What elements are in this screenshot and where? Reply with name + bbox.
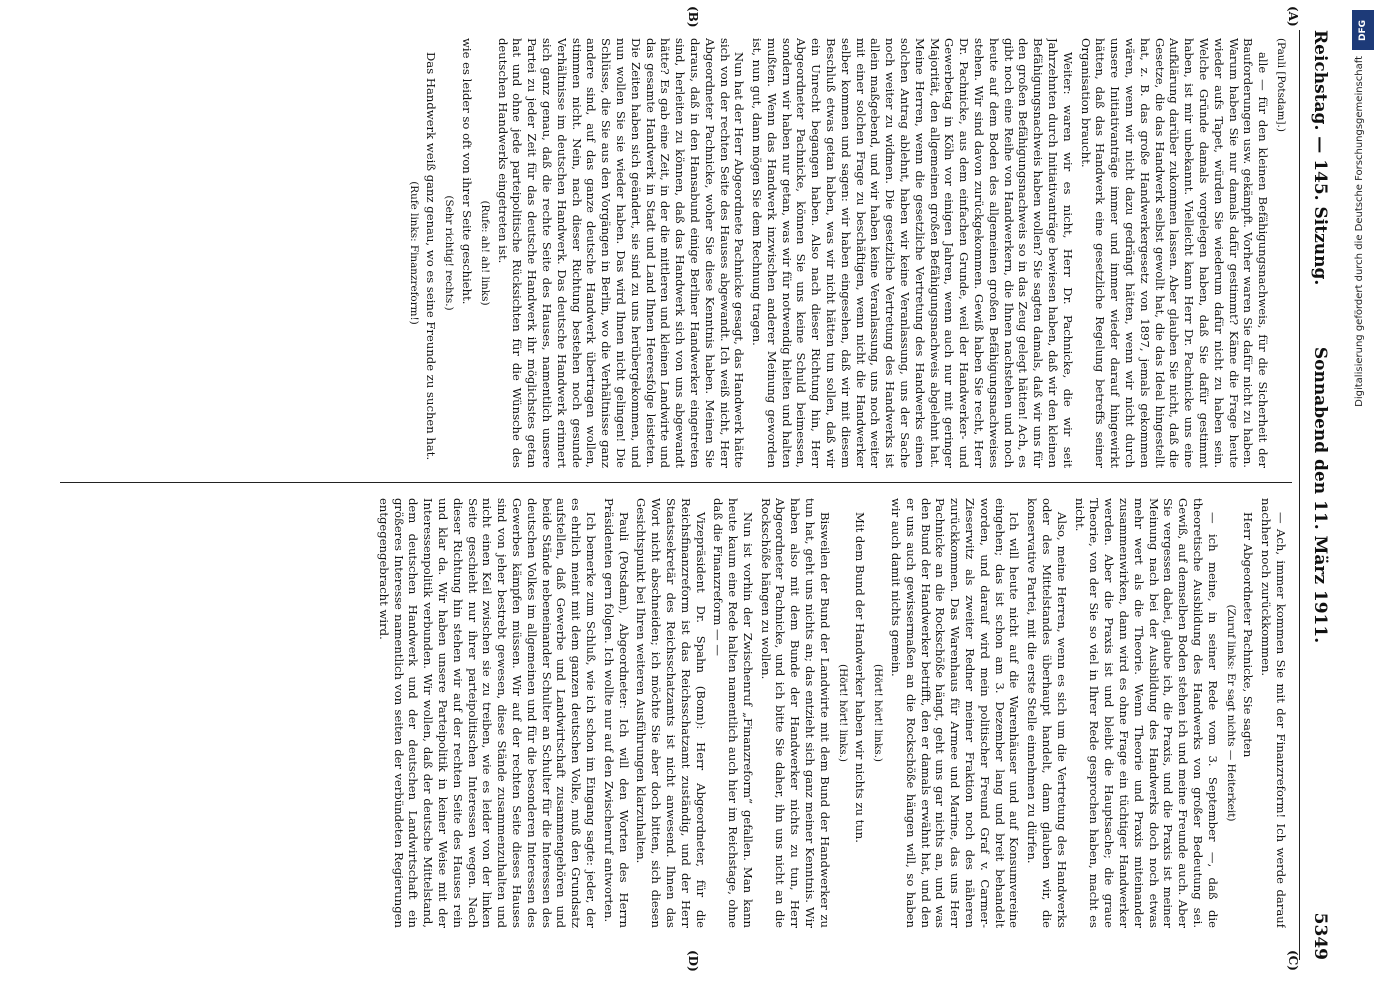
interjection: (Rufe: ah! ah! links) bbox=[478, 200, 491, 306]
page-header bbox=[1299, 30, 1340, 960]
paragraph: — ich meine, in seiner Rede vom 3. September —, daß die theoretische Ausbildung des Handwerks von großer Bedeutung sei. Gewiß, auf demselben Boden stehen ich und meine Freunde auch. Aber Sie vergessen dabei, glaube ich, die Praxis, und die Praxis ist meiner Meinung nach bei der Ausbildung des Handwerks doch noch etwas mehr wert als die Theorie. Wenn Theorie und Praxis miteinander zusammenwirken, dann wird es ohne Frage ein tüchtiger Handwerker werden. Aber die Praxis ist und bleibt die Hauptsache; die graue Theorie, von der Sie so viel in Ihrer Rede gesprochen haben, macht es nicht. bbox=[1072, 498, 1220, 928]
left-column bbox=[58, 38, 1288, 468]
interjection: (Hört! hört! links.) bbox=[872, 664, 885, 762]
paragraph: Nun hat der Herr Abgeordnete Pachnicke gesagt, das Handwerk hätte sich von der rechten Seite des Hauses abgewandt. Ich weiß nicht, Herr Abgeordneter Pachnicke, woher Sie diese Kenntnis haben. Meinen Sie daraus, daß in den Hansabund einige Berliner Handwerker eingetreten sind, herleiten zu können, daß das Handwerk sich von uns abgewandt hätte? Es gab eine Zeit, in der die mittleren und kleinen Landwirte und das gesamte Handwerk in Stadt und Land Ihnen Heeresfolge leisteten. Die Zeiten haben sich geändert, sie sind zu uns herübergekommen, und nun wollen Sie sie wieder haben. Das wird Ihnen nicht gelingen! Die Schlüsse, die Sie aus den Vorgängen in Berlin, wo die Verhältnisse ganz andere sind, auf das ganze deutsche Handwerk übertragen wollen, stimmen nicht. Nein, nach dieser Richtung bestehen noch gesunde Verhältnisse im deutschen Handwerk. Das deutsche Handwerk erinnert sich ganz genau, daß die rechte Seite des Hauses, namentlich unsere Partei zu jeder Zeit für das deutsche Handwerk ihr möglichstes getan hat und ohne jede parteipolitische Rücksichten für die Wünsche des deutschen Handwerks eingetreten ist. bbox=[495, 38, 747, 468]
margin-mark-b: (B) bbox=[686, 6, 700, 28]
right-column bbox=[58, 498, 1288, 928]
dfg-logo: DFG bbox=[1352, 10, 1374, 50]
margin-mark-c: (C) bbox=[1286, 950, 1300, 971]
paragraph: Ich bemerke zum Schluß, wie ich schon im Eingang sagte: jeder, der es ehrlich meint mit dem ganzen deutschen Volke, muß den Grundsatz aufstellen, daß Gewerbe und Landwirtschaft zusammengehören und beide Stände nebeneinander Schulter an Schulter für die Interessen des deutschen Volkes im allgemeinen und für die besonderen Interessen des Gewerbes kämpfen müssen. Wir auf der rechten Seite dieses Hauses sind von jeher bestrebt gewesen, diese Stände zusammenzuhalten und nicht einen Keil zwischen sie zu treiben, wie es leider von der linken Seite geschieht nur ihrer parteipolitischen Interessen wegen. Nach dieser Richtung hin stehen wir auf der rechten Seite des Hauses rein und klar da. Wir haben unsere Parteipolitik in keiner Weise mit der Interessenpolitik verbunden. Wir wollen, daß der deutsche Mittelstand, dem deutschen Handwerk und der deutschen Landwirtschaft ein größeres Interesse namentlich von seiten der verbündeten Regierungen entgegengebracht wird. bbox=[376, 498, 598, 928]
paragraph: Also, meine Herren, wenn es sich um die Vertretung des Handwerks oder des Mittelstandes überhaupt handelt, dann glauben wir, die konservative Partei, mit die erste Stelle einnehmen zu dürfen. bbox=[1025, 498, 1069, 928]
speaker-note: (Pauli [Potsdam].) bbox=[1275, 38, 1287, 132]
paragraph: Pauli (Potsdam), Abgeordneter: Ich will den Worten des Herrn Präsidenten gern folgen. Ich wollte nur auf den Zwischenruf antworten. bbox=[601, 498, 631, 928]
margin-mark-a: (A) bbox=[1286, 6, 1300, 27]
paragraph: Bisweilen der Bund der Landwirte mit dem Bund der Handwerker zu tun hat, geht uns nichts an; das entzieht sich ganz meiner Kenntnis. Wir haben also mit dem Bunde der Handwerker nichts zu tun, Herr Abgeordneter Pachnicke, und ich bitte Sie daher, ihn uns nicht an die Rockschöße hängen zu wollen. bbox=[758, 498, 832, 928]
page-number: 5349 bbox=[1310, 912, 1330, 960]
paragraph: Ich will heute nicht auf die Warenhäuser und auf Konsumvereine eingehen; das ist schon am 3. Dezember lang und breit behandelt worden, und darauf wird mein politischer Freund Graf v. Carmer-Zieserwitz als zweiter Redner meiner Fraktion noch des näheren zurückkommen. Das Warenhaus für Armee und Marine, das uns Herr Pachnicke an die Rockschöße hängt, geht uns gar nichts an, und was den Bund der Handwerker betrifft, den er damals erwähnt hat, und den er uns auch gewissermaßen an die Rockschöße hängen will, so haben wir auch damit nichts gemein. bbox=[889, 498, 1022, 928]
paragraph: wie es leider so oft von ihrer Seite geschieht. bbox=[459, 38, 474, 305]
interjection: (Sehr richtig! rechts.) bbox=[443, 195, 456, 311]
paragraph: alle — für den kleinen Befähigungsnachweis, für die Sicherheit der Bauforderungen usw. gekämpft. Vorher waren Sie dafür nicht zu haben. Warum haben Sie nur damals dafür gestimmt? Käme die Frage heute wieder aufs Tapet, würden Sie wiederum dafür nicht zu haben sein. Welche Gründe damals vorgelegen haben, daß Sie dafür gestimmt haben, ist mir unbekannt. Vielleicht kann Herr Dr. Pachnicke uns eine Aufklärung darüber zukommen lassen. Aber glauben Sie nicht, daß die Gesetze, die das Handwerk selbst gewollt hat, die das Ideal hingestellt hat, z. B. das große Handwerkergesetz von 1897, jemals gekommen wären, wenn wir nicht dazu gedrängt hätten, wenn wir nicht durch unsere Initiativanträge immer und immer wieder darauf hingewirkt hätten, daß das Handwerk eine gesetzliche Regelung betreffs seiner Organisation braucht. bbox=[1078, 38, 1271, 468]
paragraph: Mit dem Bund der Handwerker haben wir nichts zu tun. bbox=[853, 512, 868, 843]
header-date: Sonnabend den 11. März 1911. bbox=[1310, 346, 1330, 644]
header-session: Reichstag. — 145. Sitzung. bbox=[1310, 30, 1330, 286]
paragraph: Nun ist vorhin der Zwischenruf „Finanzreform“ gefallen. Man kann heute kaum eine Rede halten namentlich auch hier im Reichstage, ohne daß die Finanzreform — — bbox=[711, 498, 755, 928]
interjection: (Hört! hört! links.) bbox=[836, 664, 849, 762]
paragraph: Das Handwerk weiß ganz genau, wo es seine Freunde zu suchen hat. bbox=[424, 52, 439, 461]
margin-mark-d: (D) bbox=[686, 950, 700, 972]
paragraph: Herr Abgeordneter Pachnicke, Sie sagten bbox=[1241, 512, 1256, 758]
credit-text: Digitalisierung gefördert durch die Deutsche Forschungsgemeinschaft bbox=[1354, 56, 1365, 407]
interjection: (Rufe links: Finanzreform!) bbox=[407, 181, 420, 325]
column-divider bbox=[60, 482, 1292, 483]
rotated-page bbox=[40, 6, 1340, 980]
paragraph: — Ach, immer kommen Sie mit der Finanzreform! Ich werde darauf nachher noch zurückkommen. bbox=[1259, 498, 1288, 928]
digitization-credit bbox=[1350, 10, 1376, 990]
paragraph: Vizepräsident Dr. Spahn (Bonn): Herr Abgeordneter, für die Reichsfinanzreform ist das Reichsschatzamt zuständig, und der Herr Staatssekretär des Reichsschatzamts ist nicht anwesend. Ihnen das Wort nicht abschneiden; ich möchte Sie aber doch bitten, sich diesen Gesichtspunkt bei Ihren weiteren Ausführungen klarzuhalten. bbox=[634, 498, 708, 928]
interjection: (Zuruf links: Er sagt nichts — Heiterkeit) bbox=[1224, 604, 1237, 822]
paragraph: Weiter: waren wir es nicht, Herr Dr. Pachnicke, die wir seit Jahrzehnten durch Initiativanträge bewiesen haben, daß wir den kleinen Befähigungsnachweis haben wollen? Sie sagten damals, daß wir uns für den großen Befähigungsnachweis so in das Zeug gelegt hätten! Ach, es gibt noch eine Reihe von Handwerkern, die Ihnen nachstehen und noch heute auf dem Boden des allgemeinen großen Befähigungsnachweises stehen. Wir sind davon zurückgekommen. Gewiß haben Sie recht, Herr Dr. Pachnicke, aus dem einfachen Grunde, weil der Handwerker- und Gewerbetag in Köln vor einigen Jahren, wenn auch nur mit geringer Majorität, den allgemeinen großen Befähigungsnachweis abgelehnt hat. Meine Herren, wenn die gesetzliche Vertretung des Handwerks einen solchen Antrag ablehnt, haben wir keine Veranlassung, uns der Sache noch weiter zu widmen. Die gesetzliche Vertretung des Handwerks ist allein maßgebend, und wir haben keine Veranlassung, uns noch weiter mit einer solchen Frage zu beschäftigen, wenn nicht die Handwerker selber kommen und sagen: wir haben eingesehen, daß wir mit diesem Beschluß etwas getan haben, was wir nicht hätten tun sollen, daß wir ein Unrecht begangen haben. Also nach dieser Richtung hin, Herr Abgeordneter Pachnicke, können Sie uns keine Schuld beimessen, sondern wir haben nur getan, was wir für notwendig hielten und halten mußten. Wenn das Handwerk inzwischen anderer Meinung geworden ist, nun gut, dann mögen Sie dem Rechnung tragen. bbox=[750, 38, 1075, 468]
